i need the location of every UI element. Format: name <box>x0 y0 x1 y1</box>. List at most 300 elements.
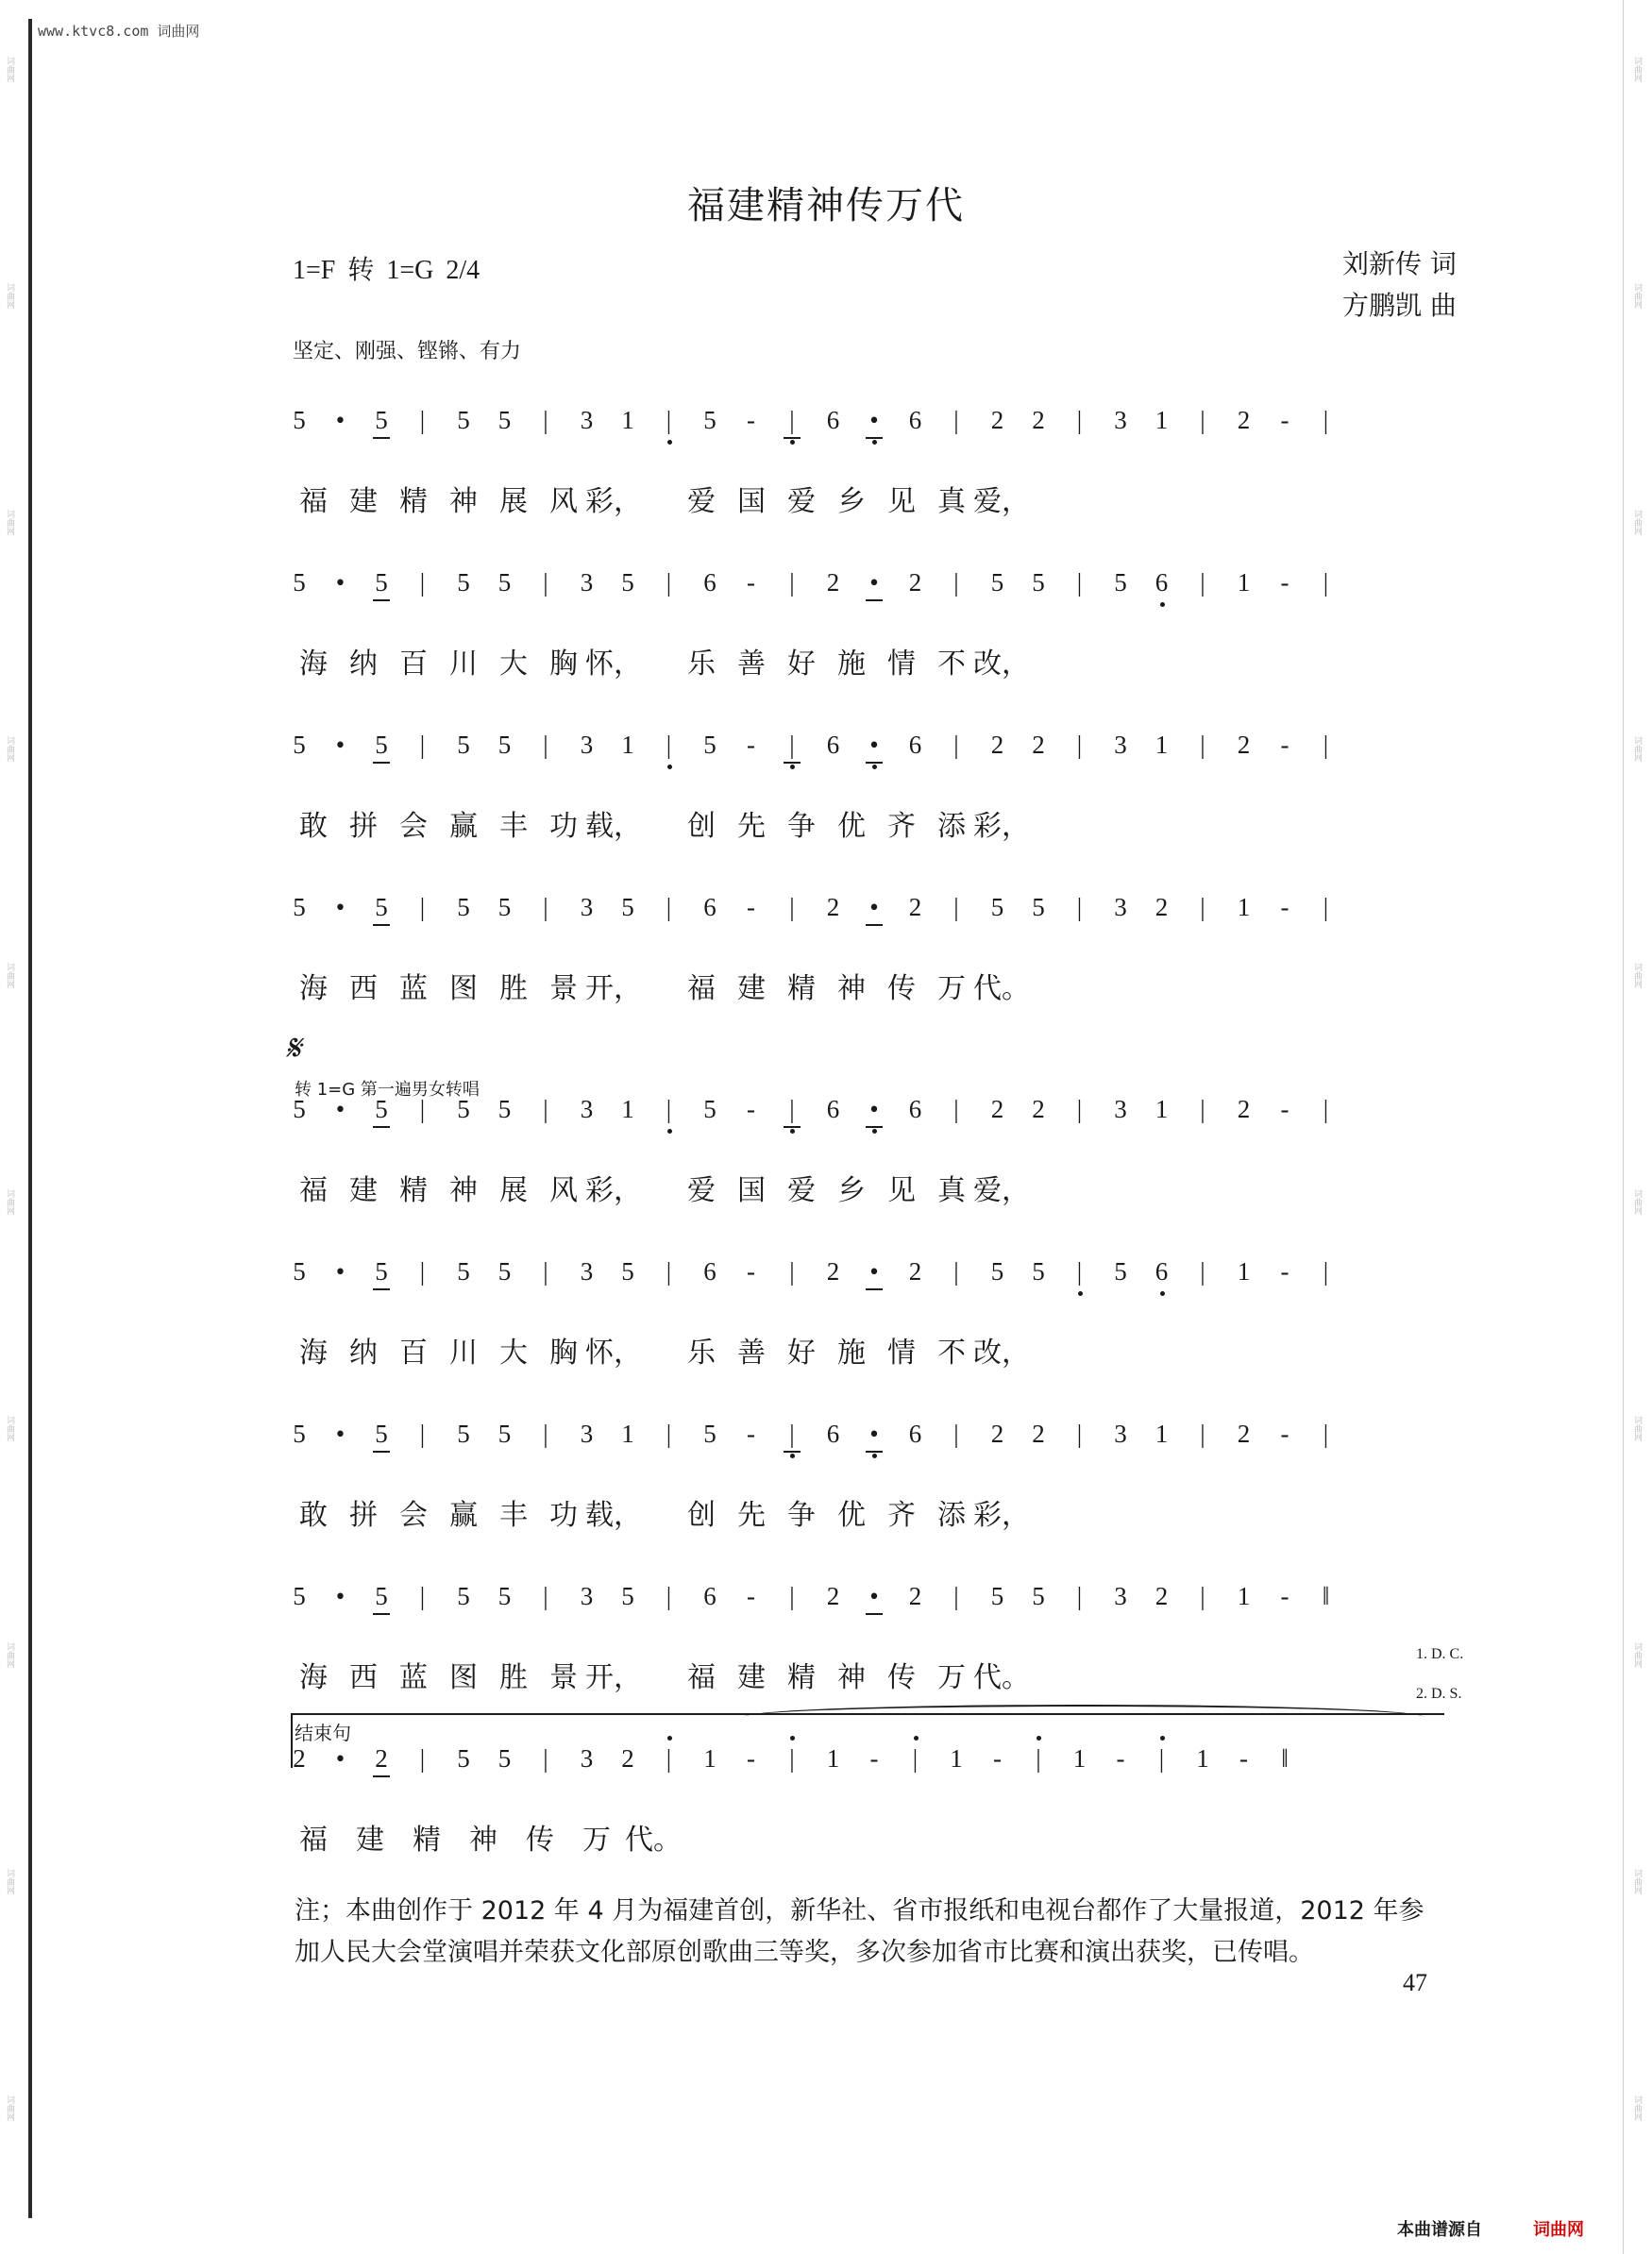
barline: | <box>1200 893 1205 921</box>
notation-line <box>0 729 1652 776</box>
lyric-char: 先 <box>737 1499 766 1532</box>
note: 5 <box>457 1257 470 1286</box>
note: 2 <box>826 1257 840 1286</box>
note: 6 <box>908 406 922 434</box>
lyric-char: 精 <box>399 1174 428 1207</box>
barline: | <box>768 729 816 761</box>
barline: | <box>1138 1742 1186 1775</box>
note: 2 <box>1032 1420 1045 1448</box>
note: 2 <box>1237 406 1251 434</box>
note: 5 <box>1114 1257 1127 1286</box>
note: 5 <box>703 1420 716 1448</box>
lyric-char: 爱， <box>973 485 1030 518</box>
lyric-char: 风 <box>549 1174 578 1207</box>
barline: | <box>419 1095 426 1123</box>
lyric-char: 拼 <box>349 810 378 843</box>
lyric-char: 情 <box>887 1337 916 1370</box>
note: • <box>335 1582 346 1610</box>
barline: | <box>543 893 548 921</box>
lyric-char: 川 <box>449 648 478 681</box>
note: 2 <box>826 1582 840 1610</box>
lyric-char: 彩， <box>585 1174 642 1207</box>
note: 5 <box>621 893 634 921</box>
note: 2 <box>908 1257 922 1286</box>
page-number: 47 <box>1403 1969 1427 1996</box>
lyric-char: 福 <box>299 1174 328 1207</box>
lyric-char: 善 <box>737 1337 766 1370</box>
lyric-char: 齐 <box>887 1499 916 1532</box>
lyric-char: 海 <box>299 1661 328 1694</box>
barline: | <box>543 1744 548 1773</box>
note: 1 <box>1155 406 1169 434</box>
note: - <box>1280 1420 1290 1448</box>
lyric-char: 精 <box>787 972 816 1005</box>
barline: | <box>646 1742 693 1775</box>
note: - <box>993 1744 1002 1773</box>
note: • <box>335 1095 346 1123</box>
note: - <box>1280 406 1290 434</box>
lyric-char: 不 <box>937 648 966 681</box>
note: 2 <box>908 1582 922 1610</box>
lyric-char: 纳 <box>349 1337 378 1370</box>
note: 1 <box>1072 1744 1087 1773</box>
barline: | <box>1323 568 1329 597</box>
notation-line <box>0 566 1652 614</box>
note: 5 <box>358 1255 405 1287</box>
note: 3 <box>1114 1582 1127 1610</box>
note: - <box>747 1744 755 1773</box>
note: 5 <box>457 731 470 759</box>
note: - <box>1280 731 1290 759</box>
barline: | <box>543 406 548 434</box>
barline: | <box>666 1257 672 1286</box>
note: 5 <box>358 404 405 436</box>
barline: ‖ <box>1281 1744 1289 1773</box>
lyric-char: 爱 <box>787 1174 816 1207</box>
note: • <box>851 1255 898 1287</box>
note: 5 <box>358 1580 405 1612</box>
note: 5 <box>703 1095 716 1123</box>
lyric-char: 见 <box>887 485 916 518</box>
note: - <box>1280 568 1290 597</box>
note: 2 <box>1155 893 1169 921</box>
composer-credit: 方鹏凯 曲 <box>1342 290 1457 321</box>
note: 6 <box>826 1420 840 1448</box>
lyric-char: 开， <box>585 972 642 1005</box>
barline: | <box>1076 406 1083 434</box>
lyric-char: 代。 <box>973 1661 1030 1694</box>
note: 3 <box>580 1744 594 1773</box>
note: 2 <box>1155 1582 1169 1610</box>
barline: | <box>1076 731 1083 759</box>
note: 5 <box>497 1744 512 1773</box>
notation-line <box>0 891 1652 938</box>
note: • <box>851 1418 898 1450</box>
barline: | <box>1056 1255 1104 1287</box>
lyric-char: 敢 <box>299 1499 328 1532</box>
notation-line <box>0 1418 1652 1465</box>
lyric-char: 大 <box>499 648 528 681</box>
note: 3 <box>580 1582 594 1610</box>
barline: | <box>646 404 693 436</box>
lyric-char: 建 <box>737 1661 766 1694</box>
lyric-char: 海 <box>299 1337 328 1370</box>
note: • <box>335 893 346 921</box>
lyric-char: 创 <box>687 1499 716 1532</box>
lyric-char: 传 <box>887 972 916 1005</box>
lyric-char: 胸 <box>549 1337 578 1370</box>
note: 1 <box>1237 568 1251 597</box>
lyric-char: 真 <box>937 1174 966 1207</box>
lyric-char: 代。 <box>973 972 1030 1005</box>
lyric-line <box>0 483 1652 530</box>
note: 5 <box>497 1095 512 1123</box>
barline: | <box>646 729 693 761</box>
lyric-char: 建 <box>349 485 378 518</box>
lyric-char: 图 <box>449 972 478 1005</box>
barline: | <box>1323 1095 1329 1123</box>
note: - <box>747 406 755 434</box>
left-side-watermark: 词曲网 词曲网 词曲网 词曲网 词曲网 词曲网 词曲网 词曲网 词曲网 词曲网 <box>5 57 14 2121</box>
note: - <box>869 1744 879 1773</box>
lyric-char: 怀， <box>585 1337 642 1370</box>
lyric-char: 怀， <box>585 648 642 681</box>
note: 5 <box>497 731 512 759</box>
barline: | <box>1076 1095 1083 1123</box>
note: 1 <box>1237 893 1251 921</box>
barline: | <box>1015 1742 1062 1775</box>
note: 5 <box>457 406 470 434</box>
footer-site-link[interactable]: 词曲网 <box>1533 2220 1584 2240</box>
lyric-char: 争 <box>787 810 816 843</box>
lyric-char: 福 <box>687 1661 716 1694</box>
lyric-char: 川 <box>449 1337 478 1370</box>
lyric-char: 风 <box>549 485 578 518</box>
note: 5 <box>497 1582 512 1610</box>
note: - <box>1280 893 1290 921</box>
note: 5 <box>293 731 306 759</box>
lyric-char: 蓝 <box>399 1661 428 1694</box>
barline: | <box>419 568 426 597</box>
lyric-char: 好 <box>787 648 816 681</box>
note: 5 <box>621 1257 634 1286</box>
barline: ‖ <box>1322 1582 1330 1610</box>
lyric-char: 彩， <box>973 810 1030 843</box>
lyric-char: 开， <box>585 1661 642 1694</box>
note: 5 <box>990 1582 1004 1610</box>
note: 5 <box>358 729 405 761</box>
barline: | <box>1323 731 1329 759</box>
repeat-label-dc: 1. D. C. <box>1416 1646 1464 1662</box>
note: • <box>335 406 346 434</box>
note: 5 <box>457 1095 470 1123</box>
note: 3 <box>580 893 594 921</box>
note: 2 <box>990 1095 1004 1123</box>
barline: | <box>543 1420 548 1448</box>
note: 1 <box>621 1420 634 1448</box>
note: - <box>747 1420 755 1448</box>
note: 6 <box>908 1095 922 1123</box>
note: 5 <box>293 893 306 921</box>
note: • <box>851 1580 898 1612</box>
note: 5 <box>358 566 405 598</box>
note: 6 <box>1138 566 1186 598</box>
lyric-line <box>0 808 1652 855</box>
lyric-char: 西 <box>349 1661 378 1694</box>
barline: | <box>419 731 426 759</box>
lyric-char: 创 <box>687 810 716 843</box>
note: 2 <box>1237 731 1251 759</box>
lyric-char: 蓝 <box>399 972 428 1005</box>
note: 5 <box>621 568 634 597</box>
note: • <box>335 1257 346 1286</box>
barline: | <box>419 406 426 434</box>
note: 5 <box>990 568 1004 597</box>
lyric-char: 丰 <box>499 810 528 843</box>
note: 3 <box>1114 1420 1127 1448</box>
note: 5 <box>497 1420 512 1448</box>
lyric-char: 图 <box>449 1661 478 1694</box>
segno-icon: 𝄋 <box>285 1027 301 1068</box>
barline: | <box>1200 406 1205 434</box>
barline: | <box>1200 1420 1205 1448</box>
note: 5 <box>457 1744 470 1773</box>
lyric-char: 代。 <box>625 1824 682 1857</box>
site-watermark: www.ktvc8.com 词曲网 <box>38 23 200 40</box>
barline: | <box>1200 1095 1205 1123</box>
note: 5 <box>497 1257 512 1286</box>
lyric-char: 载， <box>585 810 642 843</box>
barline: | <box>953 1420 959 1448</box>
note: 3 <box>1114 406 1127 434</box>
note: 5 <box>497 568 512 597</box>
note: 5 <box>497 893 512 921</box>
barline: | <box>543 731 548 759</box>
lyric-char: 万 <box>937 972 966 1005</box>
note: 6 <box>908 731 922 759</box>
lyric-char: 爱 <box>687 485 716 518</box>
barline: | <box>1076 1582 1083 1610</box>
note: 5 <box>1032 893 1045 921</box>
lyric-char: 国 <box>737 1174 766 1207</box>
note: 5 <box>1114 568 1127 597</box>
tie-arc <box>744 1705 1424 1729</box>
barline: | <box>1200 731 1205 759</box>
notation-line <box>0 1255 1652 1303</box>
barline: | <box>543 1095 548 1123</box>
barline: | <box>419 1257 426 1286</box>
lyric-char: 胜 <box>499 1661 528 1694</box>
note: 5 <box>457 1420 470 1448</box>
note: 5 <box>293 568 306 597</box>
lyric-char: 精 <box>413 1824 441 1857</box>
lyric-char: 善 <box>737 648 766 681</box>
lyric-line <box>0 1497 1652 1544</box>
note: • <box>851 729 898 761</box>
lyric-char: 不 <box>937 1337 966 1370</box>
note: 2 <box>621 1744 634 1773</box>
note: 5 <box>293 1257 306 1286</box>
right-side-watermark: 词曲网 词曲网 词曲网 词曲网 词曲网 词曲网 词曲网 词曲网 词曲网 词曲网 <box>1632 57 1642 2121</box>
notation-line <box>0 404 1652 451</box>
note: - <box>1280 1582 1290 1610</box>
lyric-char: 海 <box>299 648 328 681</box>
lyric-char: 展 <box>499 485 528 518</box>
note: 2 <box>1237 1095 1251 1123</box>
note: - <box>1280 1095 1290 1123</box>
lyric-line <box>0 646 1652 693</box>
lyric-char: 优 <box>837 810 866 843</box>
lyric-char: 乡 <box>837 485 866 518</box>
barline: | <box>953 1095 959 1123</box>
lyric-char: 添 <box>937 810 966 843</box>
note: 1 <box>621 1095 634 1123</box>
note: 2 <box>1032 731 1045 759</box>
note: 2 <box>990 731 1004 759</box>
footnote-line-1: 注；本曲创作于 2012 年 4 月为福建首创，新华社、省市报纸和电视台都作了大量报道，2012 年参 <box>295 1896 1424 1926</box>
lyric-char: 神 <box>837 972 866 1005</box>
note: 5 <box>293 1420 306 1448</box>
note: 3 <box>580 406 594 434</box>
lyric-char: 精 <box>787 1661 816 1694</box>
lyric-line <box>0 1335 1652 1382</box>
note: 1 <box>621 731 634 759</box>
barline: | <box>892 1742 939 1775</box>
note: 1 <box>950 1744 963 1773</box>
barline: | <box>953 731 959 759</box>
song-title: 福建精神传万代 <box>687 184 965 227</box>
lyric-char: 国 <box>737 485 766 518</box>
lyric-char: 会 <box>399 810 428 843</box>
lyric-char: 福 <box>299 1824 328 1857</box>
lyric-char: 施 <box>837 648 866 681</box>
note: 6 <box>908 1420 922 1448</box>
barline: | <box>1323 893 1329 921</box>
note: • <box>851 891 898 923</box>
barline: | <box>543 1582 548 1610</box>
lyric-char: 改， <box>973 1337 1030 1370</box>
note: 1 <box>703 1744 716 1773</box>
barline: | <box>953 568 959 597</box>
footnote-line-2: 加人民大会堂演唱并荣获文化部原创歌曲三等奖，多次参加省市比赛和演出获奖，已传唱。 <box>295 1938 1314 1967</box>
note: 5 <box>293 406 306 434</box>
barline: | <box>768 1093 816 1125</box>
barline: | <box>1076 1420 1083 1448</box>
footer-source: 本曲谱源自 <box>1397 2220 1482 2240</box>
barline: | <box>768 1418 816 1450</box>
lyric-char: 争 <box>787 1499 816 1532</box>
note: 5 <box>293 1582 306 1610</box>
lyric-char: 情 <box>887 648 916 681</box>
lyric-char: 改， <box>973 648 1030 681</box>
lyric-char: 先 <box>737 810 766 843</box>
note: 5 <box>358 1093 405 1125</box>
note: 6 <box>826 406 840 434</box>
note: - <box>747 731 755 759</box>
note: - <box>747 1257 755 1286</box>
note: - <box>1239 1744 1248 1773</box>
lyric-char: 齐 <box>887 810 916 843</box>
note: 5 <box>990 1257 1004 1286</box>
lyric-line <box>0 1659 1652 1707</box>
barline: | <box>1076 568 1083 597</box>
note: 5 <box>457 893 470 921</box>
note: 3 <box>1114 731 1127 759</box>
lyric-char: 爱， <box>973 1174 1030 1207</box>
barline: | <box>666 1420 672 1448</box>
notation-line <box>0 1093 1652 1140</box>
barline: | <box>1200 1582 1205 1610</box>
lyric-char: 真 <box>937 485 966 518</box>
barline: | <box>1323 1257 1329 1286</box>
lyric-char: 福 <box>299 485 328 518</box>
barline: | <box>789 893 795 921</box>
note: - <box>747 568 755 597</box>
lyric-char: 好 <box>787 1337 816 1370</box>
note: 6 <box>703 1582 716 1610</box>
lyric-char: 西 <box>349 972 378 1005</box>
note: 5 <box>358 891 405 923</box>
lyric-char: 神 <box>837 1661 866 1694</box>
note: 5 <box>497 406 512 434</box>
note: 1 <box>1155 1095 1169 1123</box>
note: • <box>851 1093 898 1125</box>
lyric-char: 建 <box>356 1824 384 1857</box>
lyric-char: 乐 <box>687 1337 716 1370</box>
barline: | <box>789 1582 795 1610</box>
note: 5 <box>293 1095 306 1123</box>
note: 6 <box>826 1095 840 1123</box>
lyric-line <box>0 970 1652 1018</box>
lyric-char: 胸 <box>549 648 578 681</box>
barline: | <box>543 1257 548 1286</box>
lyric-char: 精 <box>399 485 428 518</box>
lyric-char: 纳 <box>349 648 378 681</box>
note: 1 <box>1196 1744 1209 1773</box>
barline: | <box>953 893 959 921</box>
note: 1 <box>1237 1582 1251 1610</box>
barline: | <box>666 1582 672 1610</box>
lyric-char: 百 <box>399 648 428 681</box>
note: 3 <box>580 731 594 759</box>
note: 2 <box>990 1420 1004 1448</box>
lyric-char: 神 <box>469 1824 497 1857</box>
lyric-char: 爱 <box>687 1174 716 1207</box>
note: 6 <box>826 731 840 759</box>
note: 5 <box>703 406 716 434</box>
barline: | <box>1076 893 1083 921</box>
note: • <box>335 1420 346 1448</box>
barline: | <box>1200 568 1205 597</box>
lyric-char: 传 <box>526 1824 554 1857</box>
note: 6 <box>703 893 716 921</box>
lyric-char: 优 <box>837 1499 866 1532</box>
note: - <box>747 1095 755 1123</box>
barline: | <box>419 893 426 921</box>
note: 2 <box>1032 1095 1045 1123</box>
note: 1 <box>1155 1420 1169 1448</box>
barline: | <box>1323 406 1329 434</box>
note: 5 <box>358 1418 405 1450</box>
lyric-char: 景 <box>549 1661 578 1694</box>
lyric-char: 万 <box>582 1824 611 1857</box>
lyric-char: 爱 <box>787 485 816 518</box>
note: 3 <box>580 1257 594 1286</box>
note: 5 <box>457 568 470 597</box>
note: - <box>1280 1257 1290 1286</box>
tempo-marking: 坚定、刚强、铿锵、有力 <box>293 340 522 363</box>
note: 2 <box>1237 1420 1251 1448</box>
